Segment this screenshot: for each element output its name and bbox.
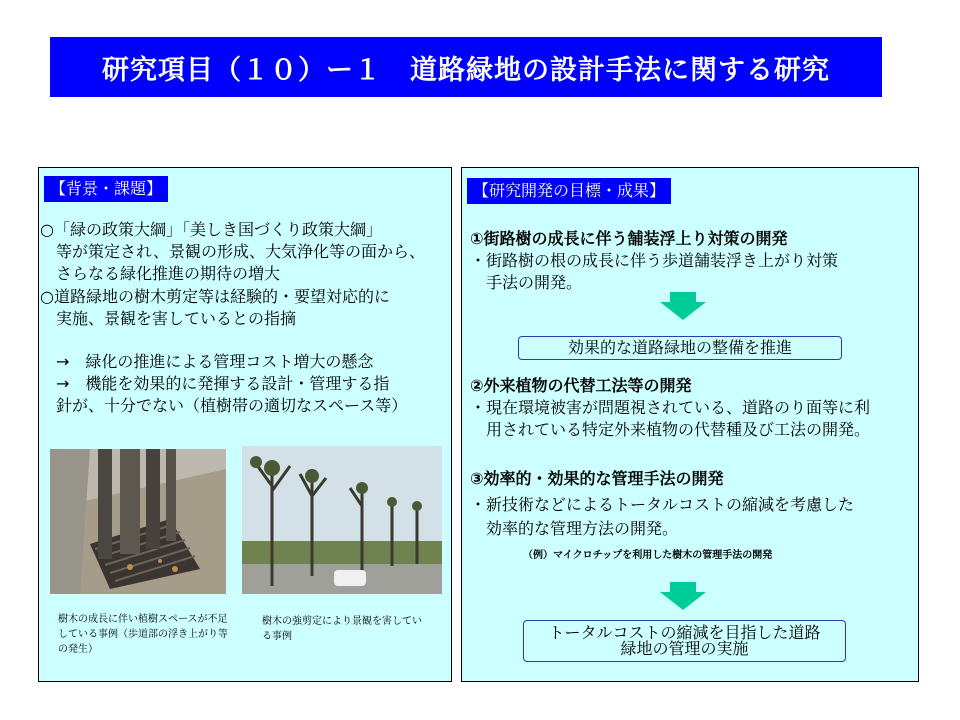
item3-line-2: 効率的な管理方法の開発。 [470,519,679,538]
item2-line-1: ・現在環境被害が問題視されている、道路のり面等に利 [470,398,871,417]
left-line-concern-3: 針が、十分でない（植樹帯の適切なスペース等） [40,396,408,415]
photo-2-caption: 樹木の強剪定により景観を害している事例 [262,616,422,642]
background-issues-tag: 【背景・課題】 [44,176,168,202]
example-note: （例）マイクロチップを利用した樹木の管理手法の開発 [523,550,773,561]
result-2-line-1: トータルコストの縮減を目指した道路 [548,623,821,642]
item3-line-1: ・新技術などによるトータルコストの縮減を考慮した [470,495,855,514]
goals-results-tag: 【研究開発の目標・成果】 [467,178,671,204]
left-line-concern-2: → 機能を効果的に発揮する設計・管理する指 [40,374,390,393]
slide-title: 研究項目（１０）ー１ 道路緑地の設計手法に関する研究 [50,37,882,97]
item1-line-1: ・街路樹の根の成長に伴う歩道舗装浮き上がり対策 [470,251,839,270]
down-arrow-icon [660,582,706,610]
item2-heading: ②外来植物の代替工法等の開発 [470,376,692,395]
result-box-2 [523,620,846,662]
result-2-line-2: 緑地の管理の実施 [620,639,749,658]
left-line-2: 等が策定され、景観の形成、大気浄化等の面から、 [40,242,425,261]
result-1-text: 効果的な道路緑地の整備を推進 [567,338,792,357]
left-line-1: ○「緑の政策大綱」「美しき国づくり政策大綱」 [40,220,382,239]
left-line-3: さらなる緑化推進の期待の増大 [40,264,281,283]
photo-1-caption: 樹木の成長に伴い植樹スペースが不足している事例（歩道部の浮き上がり等の発生） [58,614,228,655]
left-line-concern-1: → 緑化の推進による管理コスト増大の懸念 [40,352,374,371]
result-box-1 [518,336,842,360]
item1-heading: ①街路樹の成長に伴う舗装浮上り対策の開発 [470,229,788,248]
left-line-4: ○道路緑地の樹木剪定等は経験的・要望対応的に [40,287,390,306]
down-arrow-icon [660,292,706,320]
sidewalk-uplift-photo [50,449,226,594]
item3-heading: ③効率的・効果的な管理手法の開発 [470,469,724,488]
pruned-trees-photo [242,446,442,594]
left-line-5: 実施、景観を害しているとの指摘 [40,309,297,328]
item2-line-2: 用されている特定外来植物の代替種及び工法の開発。 [470,420,871,439]
item1-line-2: 手法の開発。 [470,273,583,292]
